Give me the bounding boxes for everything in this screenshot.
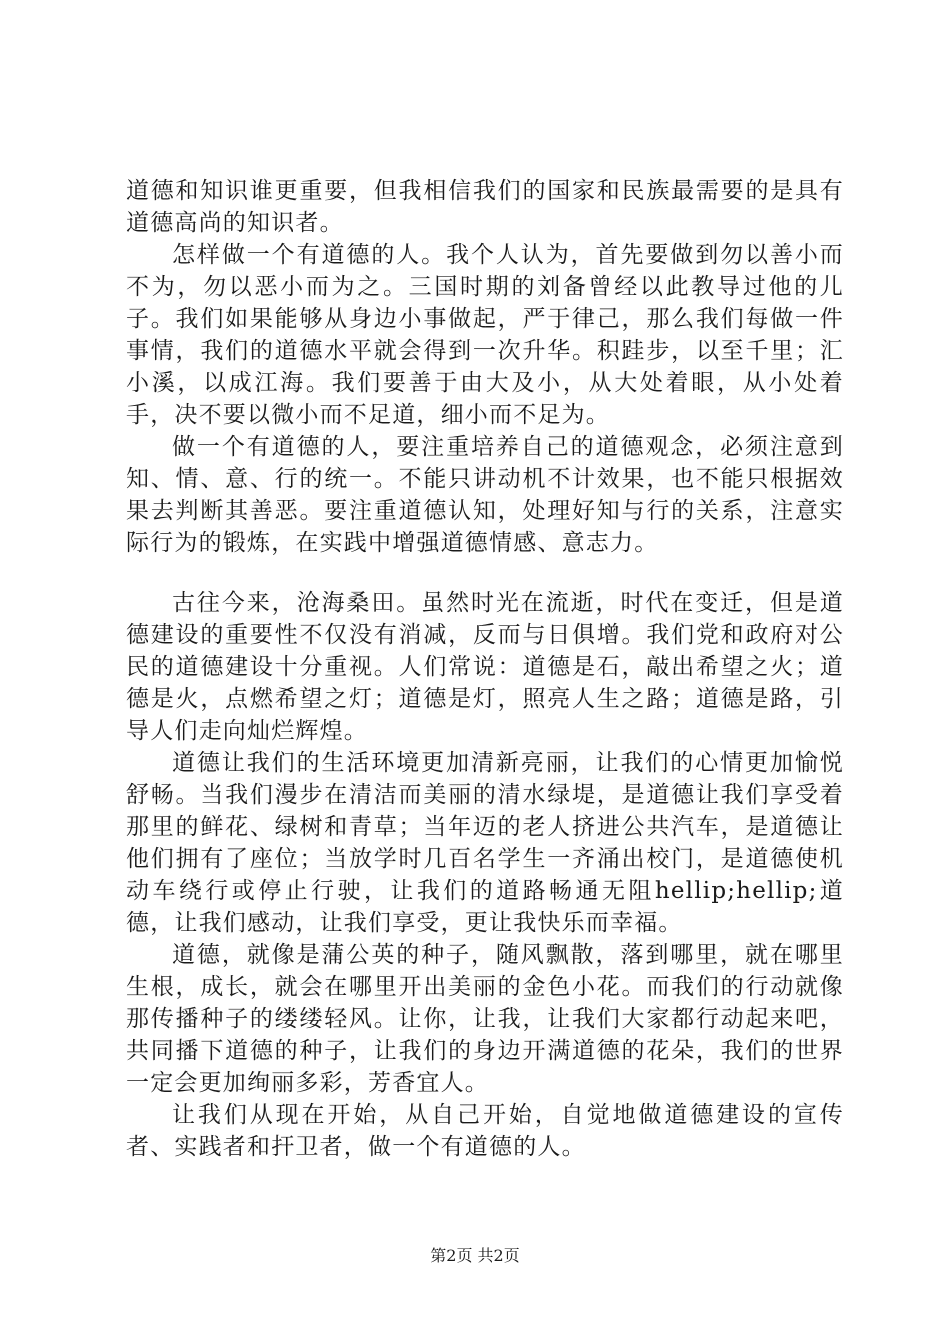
paragraph: 道德让我们的生活环境更加清新亮丽，让我们的心情更加愉悦舒畅。当我们漫步在清洁而美丽的清水绿堤，是道德让我们享受着那里的鲜花、绿树和青草；当年迈的老人挤进公共汽车，是道德让他们拥有了座位；当放学时几百名学生一齐涌出校门，是道德使机动车绕行或停止行驶，让我们的道路畅通无阻hellip;hellip;道德，让我们感动，让我们享受，更让我快乐而幸福。 <box>126 750 844 936</box>
paragraph-gap <box>126 559 844 587</box>
document-body <box>126 175 844 1163</box>
paragraph: 让我们从现在开始，从自己开始，自觉地做道德建设的宣传者、实践者和扞卫者，做一个有道德的人。 <box>126 1102 844 1160</box>
page-footer: 第2页 共2页 <box>430 1246 520 1265</box>
paragraph: 做一个有道德的人，要注重培养自己的道德观念，必须注意到知、情、意、行的统一。不能只讲动机不计效果，也不能只根据效果去判断其善恶。要注重道德认知，处理好知与行的关系，注意实际行为的锻炼，在实践中增强道德情感、意志力。 <box>126 434 844 556</box>
paragraph: 怎样做一个有道德的人。我个人认为，首先要做到勿以善小而不为，勿以恶小而为之。三国时期的刘备曾经以此教导过他的儿子。我们如果能够从身边小事做起，严于律己，那么我们每做一件事情，我们的道德水平就会得到一次升华。积跬步，以至千里；汇小溪，以成江海。我们要善于由大及小，从大处着眼，从小处着手，决不要以微小而不足道，细小而不足为。 <box>126 242 844 428</box>
paragraph: 道德，就像是蒲公英的种子，随风飘散，落到哪里，就在哪里生根，成长，就会在哪里开出美丽的金色小花。而我们的行动就像那传播种子的缕缕轻风。让你，让我，让我们大家都行动起来吧，共同播下道德的种子，让我们的身边开满道德的花朵，我们的世界一定会更加绚丽多彩，芳香宜人。 <box>126 942 844 1096</box>
paragraph: 古往今来，沧海桑田。虽然时光在流逝，时代在变迁，但是道德建设的重要性不仅没有消减，反而与日俱增。我们党和政府对公民的道德建设十分重视。人们常说：道德是石，敲出希望之火；道德是火，点燃希望之灯；道德是灯，照亮人生之路；道德是路，引导人们走向灿烂辉煌。 <box>126 590 844 744</box>
paragraph-continuation: 道德和知识谁更重要，但我相信我们的国家和民族最需要的是具有道德高尚的知识者。 <box>126 178 844 236</box>
